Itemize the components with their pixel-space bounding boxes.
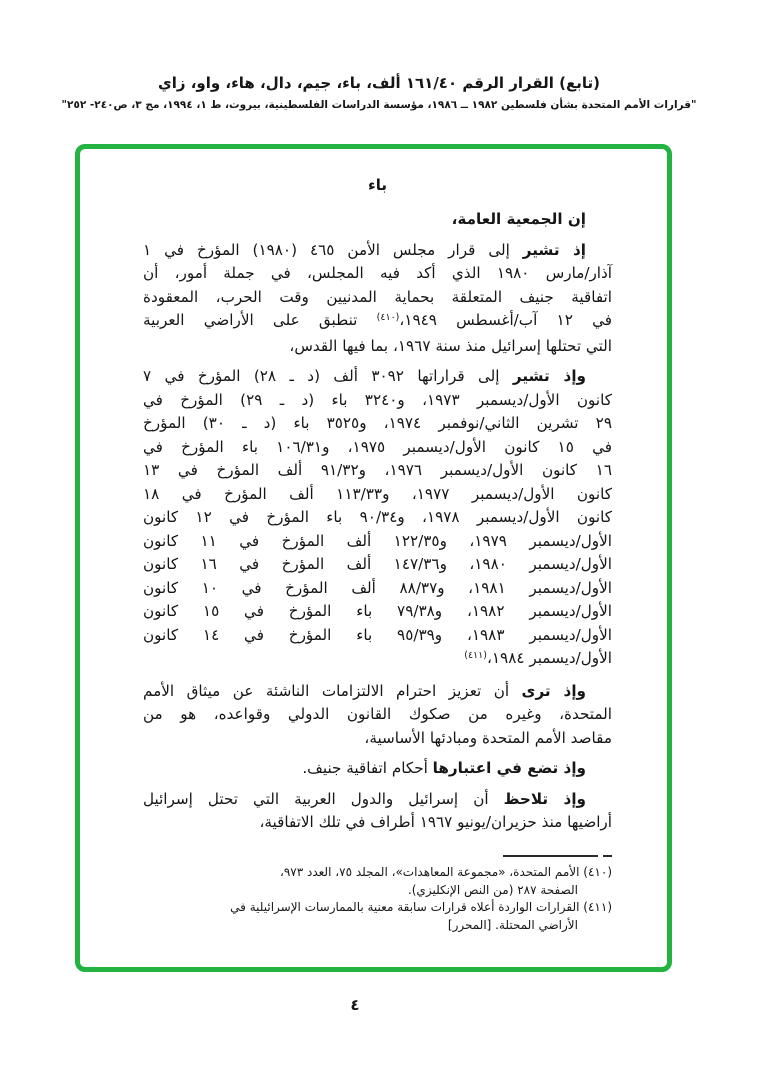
text-line (143, 647, 612, 673)
document-header (0, 0, 758, 111)
text-line (143, 577, 612, 601)
paragraph (143, 757, 612, 781)
text-segment: الأول/ديسمبر ١٩٨٤، (486, 649, 612, 667)
text-segment: إلى قراراتها ٣٠٩٢ ألف (د ـ ٢٨) المؤرخ في ٧ (143, 367, 513, 385)
paragraph-list (143, 239, 612, 835)
separator-dash (603, 855, 612, 857)
text-line (143, 286, 612, 310)
text-segment: أراضيها منذ حزيران/يونيو ١٩٦٧ أطراف في تلك الاتفاقية، (259, 813, 612, 831)
opening-line: إن الجمعية العامة، (451, 210, 586, 228)
text-line (143, 757, 612, 781)
text-line (143, 309, 612, 335)
footnote-list (143, 864, 612, 934)
text-line (143, 553, 612, 577)
text-segment: كانون الأول/ديسمبر ١٩٧٣، و٣٢٤٠ باء (د ـ ٢٩) المؤرخ في (143, 390, 612, 409)
text-line (143, 530, 612, 554)
text-segment: إذ تشير (522, 240, 586, 259)
text-line (143, 600, 612, 624)
text-segment: في ١٢ آب/أغسطس ١٩٤٩، (399, 311, 613, 329)
text-segment: أن إسرائيل والدول العربية التي تحتل إسرائيل (143, 789, 504, 808)
text-segment: المتحدة، وغيره من صكوك القانون الدولي وقواعده، هو من (143, 705, 612, 723)
text-segment: وإذ تلاحظ (503, 789, 586, 808)
text-line (143, 262, 612, 286)
section-label: باء (368, 176, 387, 194)
text-segment: اتفاقية جنيف المتعلقة بحماية المدنيين وقت الحرب، المعقودة (143, 287, 612, 306)
text-segment: كانون الأول/ديسمبر ١٩٧٨، و٩٠/٣٤ باء المؤرخ في ١٢ كانون (143, 508, 612, 526)
paragraph (143, 680, 612, 751)
text-line (143, 506, 612, 530)
text-segment: ٢٩ تشرين الثاني/نوفمبر ١٩٧٤، و٣٥٢٥ باء (د ـ ٣٠) المؤرخ (143, 414, 612, 432)
text-segment: في ١٥ كانون الأول/ديسمبر ١٩٧٥، و١٠٦/٣١ باء المؤرخ في (143, 437, 613, 456)
footnote-line: الصفحة ٢٨٧ (من النص الإنكليزي). (407, 882, 578, 897)
text-segment: الأول/ديسمبر ١٩٧٩، و١٢٢/٣٥ ألف المؤرخ في ١١ كانون (143, 531, 612, 550)
text-line (143, 680, 612, 704)
text-line (143, 483, 612, 507)
text-segment: الأول/ديسمبر ١٩٨١، و٨٨/٣٧ ألف المؤرخ في ١٠ كانون (143, 578, 612, 597)
page-number: ٤ (350, 996, 360, 1014)
text-segment: وإذ تضع في اعتبارها (432, 759, 586, 777)
highlight-frame (75, 144, 672, 972)
header-title: (تابع) القرار الرقم ١٦١/٤٠ ألف، باء، جيم، دال، هاء، واو، زاي (157, 74, 601, 92)
text-segment: التي تحتلها إسرائيل منذ سنة ١٩٦٧، بما فيها القدس، (289, 336, 612, 355)
text-line (143, 459, 612, 483)
footnote-line: (٤١٠) الأمم المتحدة، «مجموعة المعاهدات»، المجلد ٧٥، العدد ٩٧٣، (279, 865, 612, 879)
separator-line (503, 855, 598, 857)
text-line (143, 811, 612, 835)
paragraph (143, 788, 612, 835)
text-segment: ١٦ كانون الأول/ديسمبر ١٩٧٦، و٩١/٣٢ ألف المؤرخ في ١٣ (143, 461, 612, 479)
text-segment: كانون الأول/ديسمبر ١٩٧٧، و١١٣/٣٣ ألف المؤرخ في ١٨ (143, 484, 612, 503)
text-line (143, 412, 612, 436)
text-line (143, 389, 612, 413)
paragraph (143, 239, 612, 359)
text-segment: الأول/ديسمبر ١٩٨٢، و٧٩/٣٨ باء المؤرخ في ١٥ كانون (143, 602, 612, 620)
footnote-separator (143, 855, 612, 857)
text-segment: أحكام اتفاقية جنيف. (302, 759, 433, 777)
header-source-citation: "قرارات الأمم المتحدة بشأن فلسطين ١٩٨٢ ــ ١٩٨٦، مؤسسة الدراسات الفلسطينية، بيروت، ط ١، ١٩٩٤، مج ٣، ص٢٤٠- ٢٥٢" (61, 99, 697, 111)
text-line (143, 727, 612, 751)
text-segment: الأول/ديسمبر ١٩٨٠، و١٤٧/٣٦ ألف المؤرخ في ١٦ كانون (143, 555, 612, 573)
text-segment: وإذ تشير (512, 367, 586, 385)
text-line (143, 624, 612, 648)
text-line (143, 436, 612, 460)
text-line (143, 335, 612, 359)
resolution-body (80, 149, 667, 835)
text-line (143, 365, 612, 389)
footnote-line: الأراضي المحتلة. [المحرر] (447, 917, 578, 932)
text-segment: تنطبق على الأراضي العربية (143, 311, 377, 329)
text-segment: إلى قرار مجلس الأمن ٤٦٥ (١٩٨٠) المؤرخ في ١ (143, 240, 523, 259)
text-segment: أن تعزيز احترام الالتزامات الناشئة عن ميثاق الأمم (143, 681, 522, 700)
footnote-ref: (٤١١) (464, 650, 487, 661)
footnotes-section (143, 855, 612, 934)
text-line (143, 703, 612, 727)
text-segment: الأول/ديسمبر ١٩٨٣، و٩٥/٣٩ باء المؤرخ في ١٤ كانون (143, 625, 612, 644)
footnote-ref: (٤١٠) (376, 312, 400, 323)
text-segment: آذار/مارس ١٩٨٠ الذي أكد فيه المجلس، في جملة أمور، أن (143, 264, 612, 282)
text-line (143, 788, 612, 812)
text-segment: مقاصد الأمم المتحدة ومبادئها الأساسية، (364, 728, 612, 747)
text-segment: وإذ ترى (521, 681, 586, 700)
paragraph (143, 365, 612, 673)
footnote-line: (٤١١) القرارات الواردة أعلاه قرارات سابقة معنية بالممارسات الإسرائيلية في (230, 900, 612, 914)
text-line (143, 239, 612, 263)
